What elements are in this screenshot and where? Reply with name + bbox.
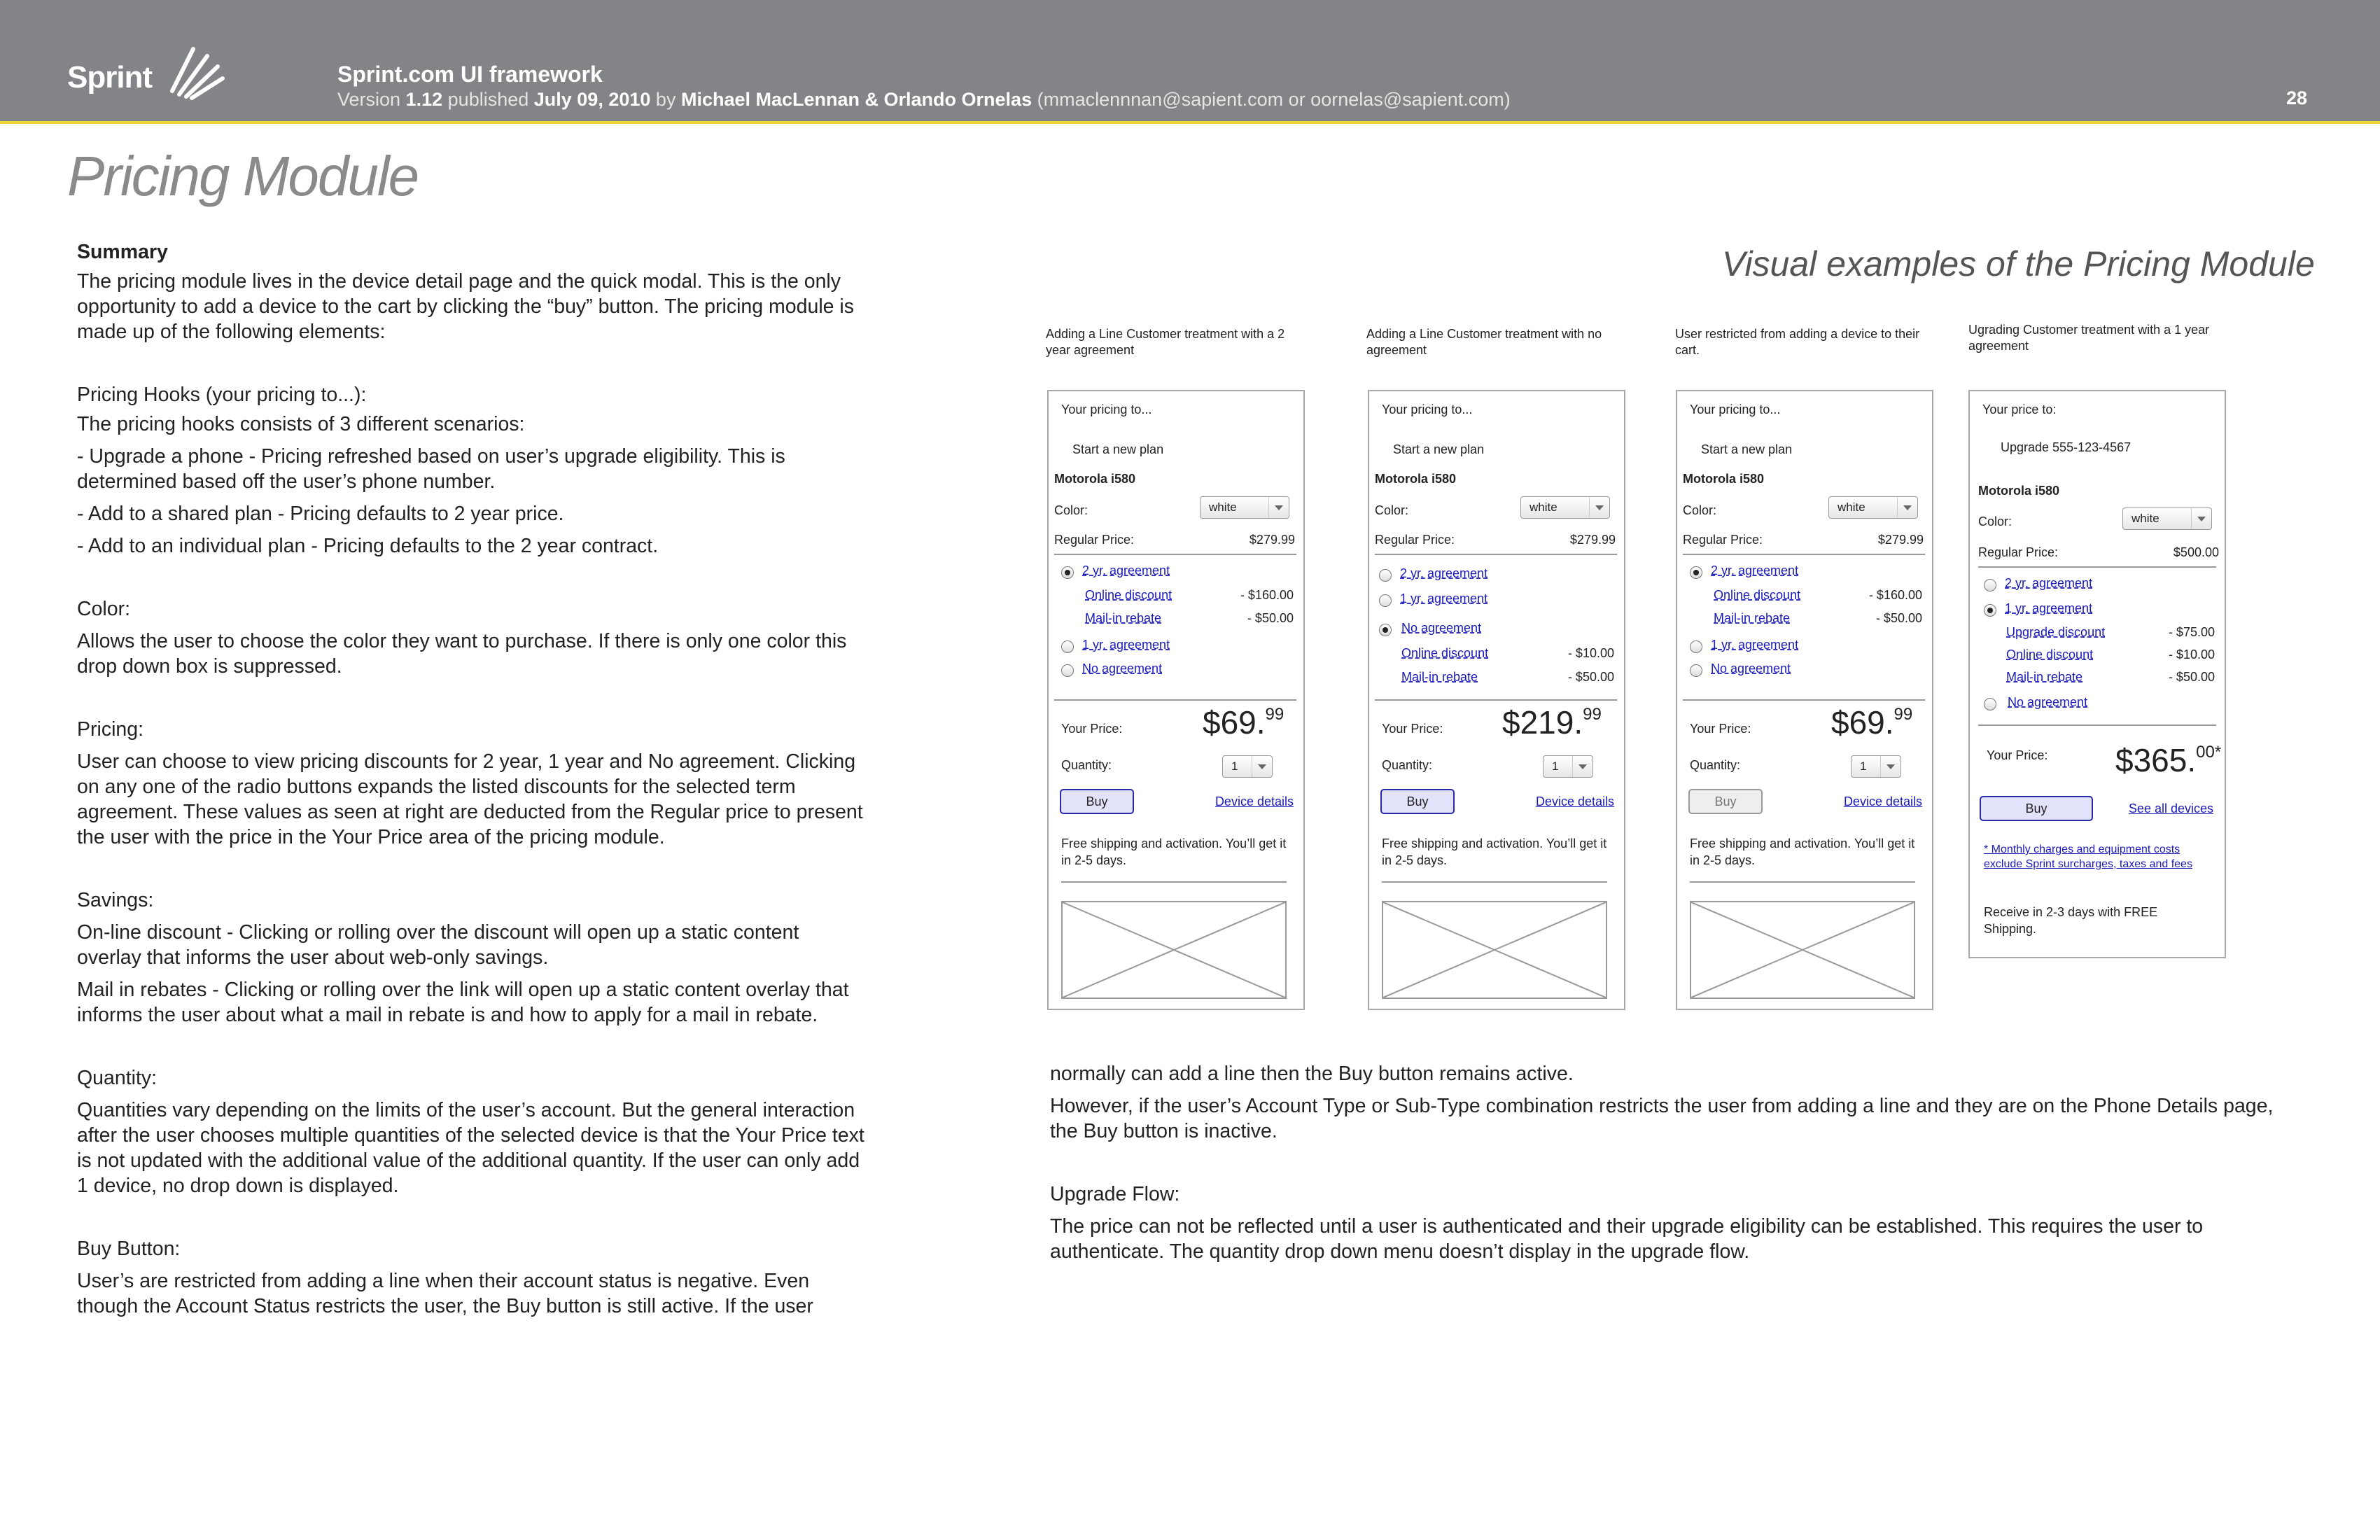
color-value: white [1530, 500, 1558, 514]
quantity-label: Quantity: [1690, 758, 1741, 772]
option-2yr-agreement[interactable]: 2 yr. agreement [1400, 566, 1488, 580]
online-discount-value: - $10.00 [1567, 646, 1614, 660]
see-all-devices-link[interactable]: See all devices [2128, 802, 2213, 816]
option-2yr-agreement[interactable]: 2 yr. agreement [2005, 576, 2093, 590]
buy-text-continued: normally can add a line then the Buy button remains active. [1050, 1063, 1574, 1085]
quantity-select[interactable] [1222, 755, 1273, 778]
mail-in-rebate-link[interactable]: Mail-in rebate [1085, 611, 1162, 625]
upgrade-discount-value: - $75.00 [2168, 625, 2215, 639]
color-select[interactable] [1828, 496, 1918, 519]
radio-1yr[interactable] [1061, 640, 1074, 653]
online-discount-link[interactable]: Online discount [2006, 648, 2094, 662]
sprint-wings-icon [165, 35, 228, 105]
regular-price-value: $279.99 [1249, 533, 1295, 547]
caption-4: Ugrading Customer treatment with a 1 year agreement [1968, 323, 2210, 353]
mail-in-rebate-value: - $50.00 [1875, 611, 1922, 625]
quantity-value: 1 [1231, 760, 1238, 773]
plan-option[interactable]: Start a new plan [1393, 442, 1485, 456]
hooks-item-shared: - Add to a shared plan - Pricing defaults to 2 year price. [77, 503, 564, 525]
image-placeholder [1690, 901, 1915, 999]
your-price-value: $69.99 [1203, 704, 1284, 741]
price-dollars: $69 [1203, 704, 1256, 741]
divider [1683, 699, 1925, 701]
your-price-value: $69.99 [1831, 704, 1913, 741]
online-discount-link[interactable]: Online discount [1714, 588, 1801, 602]
card-heading: Your price to: [1982, 402, 2057, 416]
divider [1978, 724, 2216, 726]
device-details-link[interactable]: Device details [1214, 794, 1294, 808]
radio-no-agreement[interactable] [1061, 664, 1074, 677]
option-1yr-agreement[interactable]: 1 yr. agreement [1082, 638, 1170, 652]
sprint-logo [67, 35, 235, 112]
price-dollars: $219 [1502, 704, 1574, 741]
pricing-card-4 [1968, 390, 2226, 958]
hooks-item-individual: - Add to an individual plan - Pricing defaults to the 2 year contract. [77, 535, 659, 557]
chevron-down-icon [1897, 497, 1917, 518]
radio-1yr[interactable] [1379, 594, 1392, 607]
your-price-value: $365.$^{00*}$ [2115, 742, 2222, 778]
option-1yr-agreement[interactable]: 1 yr. agreement [2005, 601, 2093, 615]
shipping-note: Free shipping and activation. You’ll get it in 2-5 days. [1690, 836, 1915, 867]
regular-price-value: $500.00 [2173, 545, 2219, 559]
radio-no-agreement[interactable] [1690, 664, 1702, 677]
price-dollars: $69 [1831, 704, 1885, 741]
regular-price-value: $279.99 [1877, 533, 1924, 547]
buy-button[interactable]: Buy [1980, 796, 2093, 821]
caption-3: User restricted from adding a device to their cart. [1675, 327, 1920, 357]
color-select[interactable] [1200, 496, 1289, 519]
continued-text [1050, 1061, 2282, 1264]
image-placeholder [1382, 901, 1607, 999]
divider [1375, 699, 1617, 701]
regular-price-value: $279.99 [1569, 533, 1616, 547]
mail-in-rebate-link[interactable]: Mail-in rebate [1401, 670, 1478, 684]
plan-option[interactable]: Start a new plan [1072, 442, 1164, 456]
divider [1978, 566, 2216, 568]
quantity-value: 1 [1552, 760, 1559, 773]
hooks-item-upgrade: - Upgrade a phone - Pricing refreshed based on user’s upgrade eligibility. This is determined based off the user’s phone number. [77, 445, 785, 493]
page-title: Pricing Module [67, 145, 419, 207]
pricing-card-1 [1047, 390, 1305, 1010]
upgrade-text: The price can not be reflected until a user is authenticated and their upgrade eligibility can be established. This requires the user to authenticate. The quantity drop down menu doesn’t display in the upgrade flow. [1050, 1215, 2204, 1263]
online-discount-value: - $160.00 [1240, 588, 1294, 602]
radio-1yr[interactable] [1690, 640, 1702, 653]
savings-online: On-line discount - Clicking or rolling over the discount will open up a static content overlay that informs the user about web-only savings. [77, 921, 799, 969]
description-column [77, 239, 868, 1319]
upgrade-heading: Upgrade Flow: [1050, 1183, 1180, 1205]
color-value: white [2132, 512, 2160, 525]
option-no-agreement[interactable]: No agreement [1082, 662, 1163, 676]
buy-text-inactive: However, if the user’s Account Type or Sub-Type combination restricts the user from adding a line and they are on the Phone Details page, the Buy button is inactive. [1050, 1095, 2274, 1142]
device-name: Motorola i580 [1978, 484, 2060, 498]
pricing-heading: Pricing: [77, 718, 144, 741]
publish-date: July 09, 2010 [533, 89, 651, 110]
mail-in-rebate-link[interactable]: Mail-in rebate [2006, 670, 2083, 684]
radio-2yr[interactable] [1690, 566, 1702, 579]
buy-button[interactable]: Buy [1060, 789, 1134, 814]
color-label: Color: [1978, 514, 2012, 528]
divider [1054, 699, 1296, 701]
header-bar [0, 0, 2380, 124]
divider [1683, 554, 1925, 555]
color-select[interactable] [2122, 507, 2212, 530]
summary-text: The pricing module lives in the device detail page and the quick modal. This is the only opportunity to add a device to the cart by clicking the “buy” button. The pricing module is made up of the following elements: [77, 270, 855, 343]
hooks-heading: Pricing Hooks (your pricing to...): [77, 384, 367, 406]
chevron-down-icon [1268, 497, 1289, 518]
plan-option[interactable]: Start a new plan [1701, 442, 1793, 456]
color-heading: Color: [77, 598, 131, 620]
version-line [337, 89, 1511, 111]
radio-2yr[interactable] [1379, 569, 1392, 582]
your-price-label: Your Price: [1382, 722, 1443, 736]
buy-button-disabled[interactable]: Buy [1688, 789, 1763, 814]
mail-in-rebate-value: - $50.00 [2168, 670, 2215, 684]
card-heading: Your pricing to... [1061, 402, 1152, 416]
online-discount-link[interactable]: Online discount [1085, 588, 1172, 602]
online-discount-value: - $10.00 [2168, 648, 2215, 662]
option-2yr-agreement[interactable]: 2 yr. agreement [1082, 564, 1170, 578]
savings-heading: Savings: [77, 889, 154, 911]
framework-title: Sprint.com UI framework [337, 62, 603, 87]
quantity-label: Quantity: [1061, 758, 1112, 772]
price-dollars: $365 [2115, 742, 2188, 778]
device-details-link[interactable]: Device details [1843, 794, 1922, 808]
shipping-note: Receive in 2-3 days with FREE Shipping. [1984, 905, 2158, 936]
chevron-down-icon [1572, 756, 1592, 777]
divider [1061, 881, 1287, 883]
device-details-link[interactable]: Device details [1535, 794, 1614, 808]
pricing-card-2 [1368, 390, 1625, 1010]
option-2yr-agreement[interactable]: 2 yr. agreement [1711, 564, 1799, 578]
color-value: white [1209, 500, 1237, 514]
upgrade-discount-link[interactable]: Upgrade discount [2006, 625, 2106, 639]
hooks-intro: The pricing hooks consists of 3 different scenarios: [77, 413, 525, 435]
option-no-agreement[interactable]: No agreement [1711, 662, 1791, 676]
chevron-down-icon [2191, 508, 2211, 529]
version-label: Version [337, 89, 401, 110]
pricing-card-3 [1676, 390, 1933, 1010]
caption-1: Adding a Line Customer treatment with a 2 year agreement [1046, 327, 1285, 357]
mail-in-rebate-link[interactable]: Mail-in rebate [1714, 611, 1791, 625]
radio-2yr[interactable] [1984, 579, 1996, 592]
divider [1375, 554, 1617, 555]
your-price-label: Your Price: [1987, 748, 2048, 762]
summary-heading: Summary [77, 241, 168, 263]
device-name: Motorola i580 [1683, 472, 1765, 486]
color-label: Color: [1375, 503, 1409, 517]
chevron-down-icon [1252, 756, 1272, 777]
online-discount-value: - $160.00 [1868, 588, 1922, 602]
regular-price-label: Regular Price: [1375, 533, 1455, 547]
buy-text: User’s are restricted from adding a line when their account status is negative. Even though the Account Status restricts the user, the Buy button is still active. If the user [77, 1270, 813, 1317]
radio-2yr[interactable] [1061, 566, 1074, 579]
price-cents: 00* [2196, 743, 2222, 762]
online-discount-link[interactable]: Online discount [1401, 646, 1489, 660]
your-price-value: $219.99 [1502, 704, 1602, 741]
logo-text: Sprint [67, 60, 153, 94]
your-price-label: Your Price: [1061, 722, 1123, 736]
card-heading: Your pricing to... [1690, 402, 1781, 416]
chevron-down-icon [1880, 756, 1900, 777]
disclaimer-link[interactable]: * Monthly charges and equipment costs exclude Sprint surcharges, taxes and fees [1984, 844, 2192, 870]
by-label: by [655, 89, 676, 110]
version-number: 1.12 [405, 89, 443, 110]
quantity-text: Quantities vary depending on the limits of the user’s account. But the general interaction after the user chooses multiple quantities of the selected device is that the Your Price text is not updated with the additional value of the additional quantity. If the user can only add 1 device, no drop down is displayed. [77, 1099, 864, 1197]
divider [1054, 554, 1296, 555]
radio-no-agreement[interactable] [1984, 698, 1996, 710]
pricing-text: User can choose to view pricing discounts for 2 year, 1 year and No agreement. Clicking on any one of the radio buttons expands the listed discounts for the selected term agreement. These values as seen at right are deducted from the Regular price to present the user with the price in the Your Price area of the pricing module. [77, 750, 863, 848]
price-cents: 99 [1893, 705, 1913, 724]
shipping-note: Free shipping and activation. You’ll get it in 2-5 days. [1061, 836, 1287, 867]
device-name: Motorola i580 [1375, 472, 1457, 486]
buy-heading: Buy Button: [77, 1238, 181, 1260]
your-price-label: Your Price: [1690, 722, 1751, 736]
plan-option[interactable]: Upgrade 555-123-4567 [2001, 440, 2132, 454]
option-no-agreement[interactable]: No agreement [1401, 621, 1482, 635]
chevron-down-icon [1589, 497, 1609, 518]
divider [1690, 881, 1915, 883]
price-cents: 99 [1583, 705, 1602, 724]
mail-in-rebate-value: - $50.00 [1567, 670, 1614, 684]
caption-2: Adding a Line Customer treatment with no agreement [1366, 327, 1602, 357]
savings-mail: Mail in rebates - Clicking or rolling over the link will open up a static content overlay that informs the user about what a mail in rebate is and how to apply for a mail in rebate. [77, 979, 849, 1026]
buy-button[interactable]: Buy [1380, 789, 1455, 814]
visual-examples-title: Visual examples of the Pricing Module [1722, 244, 2315, 284]
quantity-select[interactable] [1851, 755, 1901, 778]
color-label: Color: [1054, 503, 1088, 517]
option-1yr-agreement[interactable]: 1 yr. agreement [1711, 638, 1799, 652]
color-select[interactable] [1520, 496, 1610, 519]
authors: Michael MacLennan & Orlando Ornelas [680, 89, 1032, 110]
quantity-heading: Quantity: [77, 1067, 158, 1089]
radio-1yr[interactable] [1984, 604, 1996, 617]
divider [1382, 881, 1607, 883]
shipping-note: Free shipping and activation. You’ll get it in 2-5 days. [1382, 836, 1607, 867]
radio-no-agreement[interactable] [1379, 624, 1392, 636]
color-value: white [1837, 500, 1865, 514]
quantity-label: Quantity: [1382, 758, 1433, 772]
card-heading: Your pricing to... [1382, 402, 1473, 416]
device-name: Motorola i580 [1054, 472, 1136, 486]
regular-price-label: Regular Price: [1054, 533, 1135, 547]
quantity-value: 1 [1860, 760, 1867, 773]
price-cents: 99 [1265, 705, 1284, 724]
color-label: Color: [1683, 503, 1717, 517]
mail-in-rebate-value: - $50.00 [1247, 611, 1294, 625]
page-number: 28 [2286, 88, 2308, 108]
option-1yr-agreement[interactable]: 1 yr. agreement [1400, 592, 1488, 606]
author-emails: (mmaclennnan@sapient.com or oornelas@sapient.com) [1037, 89, 1511, 110]
regular-price-label: Regular Price: [1978, 545, 2059, 559]
option-no-agreement[interactable]: No agreement [2008, 695, 2088, 709]
color-text: Allows the user to choose the color they want to purchase. If there is only one color this drop down box is suppressed. [77, 630, 847, 678]
published-label: published [447, 89, 529, 110]
regular-price-label: Regular Price: [1683, 533, 1763, 547]
quantity-select[interactable] [1543, 755, 1593, 778]
image-placeholder [1061, 901, 1287, 999]
